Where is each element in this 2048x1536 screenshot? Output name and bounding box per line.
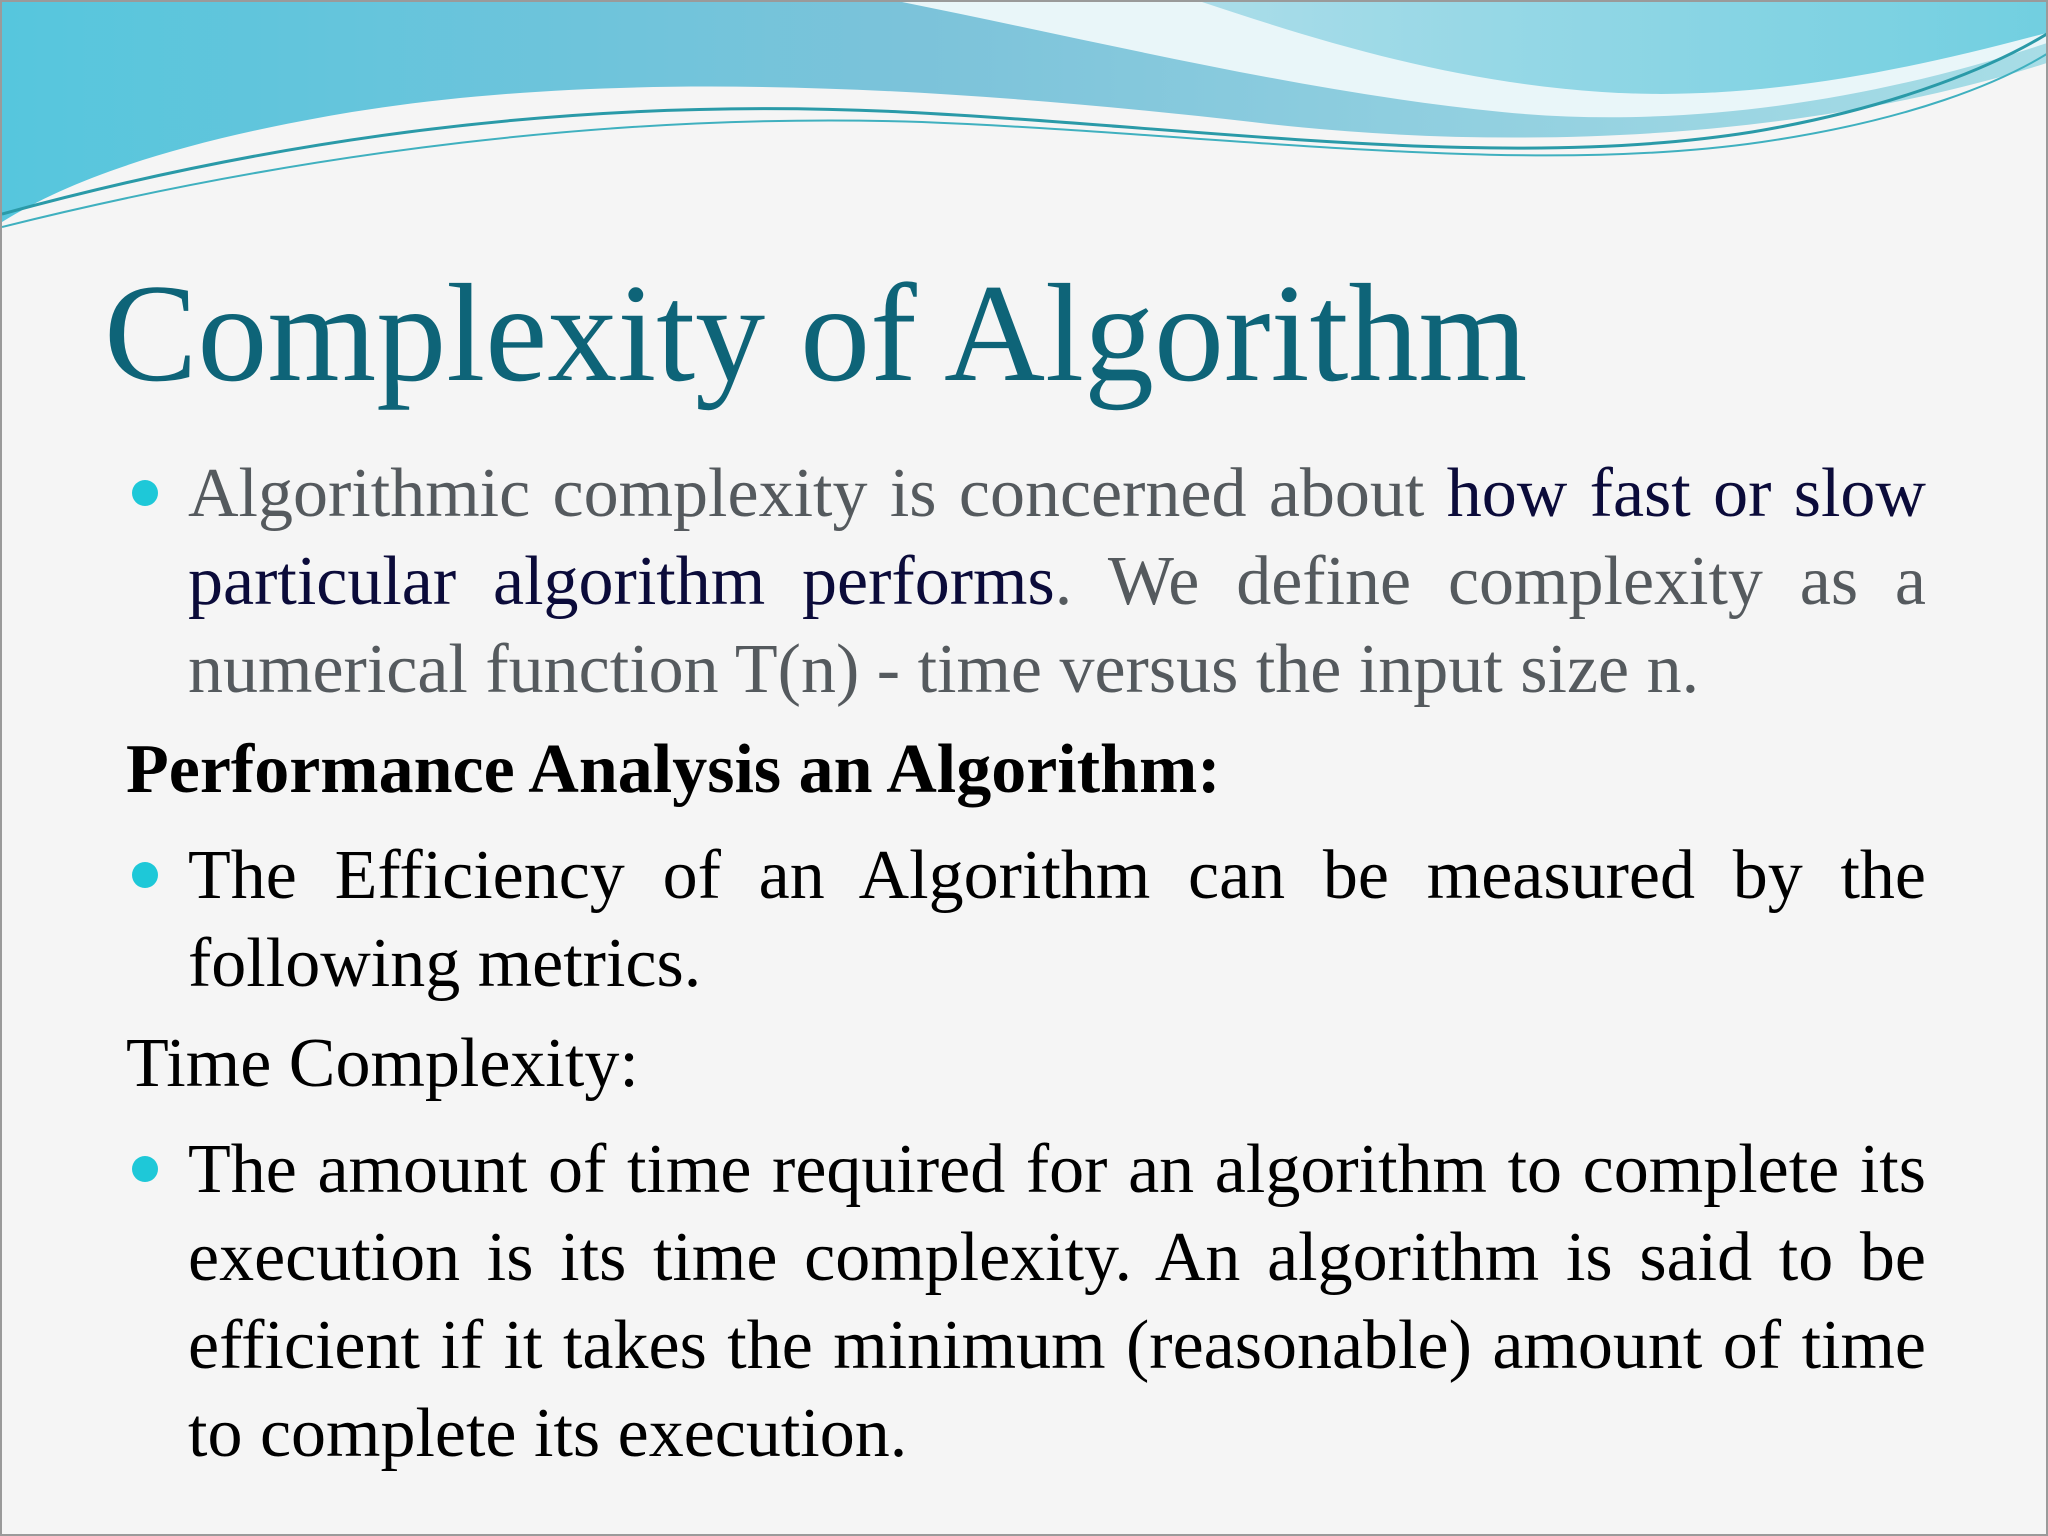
bullet-dot-icon xyxy=(132,480,158,506)
section-heading-performance-analysis: Performance Analysis an Algorithm: xyxy=(126,731,1221,808)
bullet-item-time-complexity xyxy=(126,1126,1926,1478)
bullet-text-part: Algorithmic complexity is concerned about xyxy=(188,455,1447,532)
bullet-item-complexity-definition xyxy=(126,450,1926,714)
slide-title: Complexity of Algorithm xyxy=(104,256,1528,411)
bullet-text: The amount of time required for an algorithm to complete its execution is its time complexity. An algorithm is said to be efficient if it takes the minimum (reasonable) amount of time to complete its execution. xyxy=(188,1131,1926,1472)
header-wave-decoration xyxy=(2,2,2048,242)
bullet-dot-icon xyxy=(132,862,158,888)
bullet-text-emphasis: how fast or slow particular algorithm performs xyxy=(188,455,1926,620)
bullet-text-part: . We define complexity as a numerical function T(n) - time versus the input size n. xyxy=(188,543,1926,708)
slide-body xyxy=(126,450,1926,1478)
bullet-dot-icon xyxy=(132,1156,158,1182)
section-heading-time-complexity: Time Complexity: xyxy=(126,1025,639,1102)
bullet-item-efficiency xyxy=(126,832,1926,1008)
bullet-text: The Efficiency of an Algorithm can be measured by the following metrics. xyxy=(188,837,1926,1002)
